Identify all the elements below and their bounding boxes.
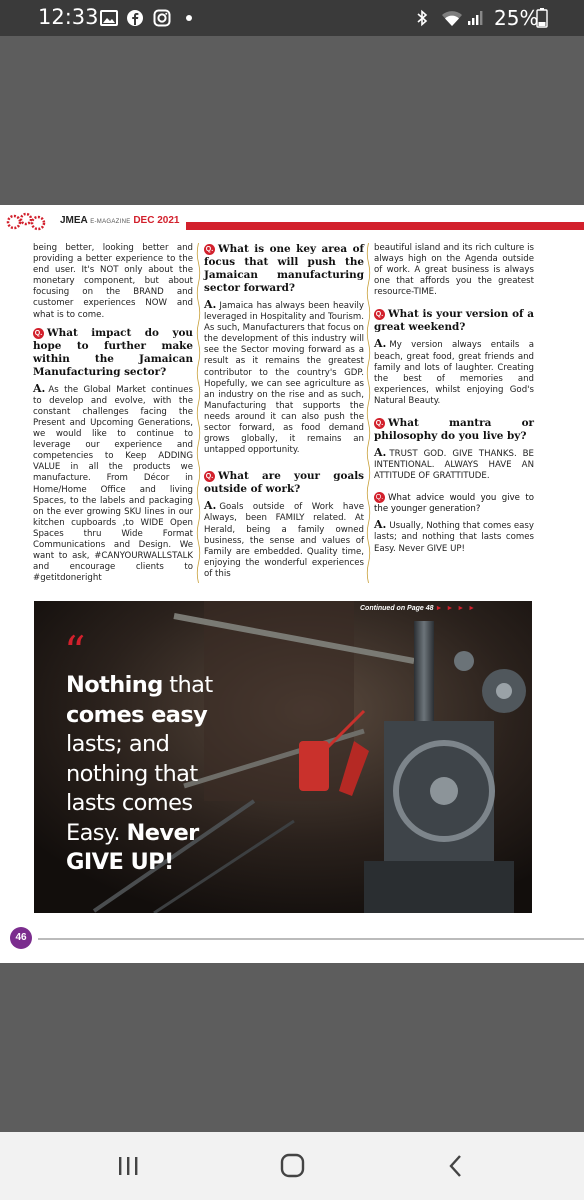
battery-icon <box>536 8 548 28</box>
col3-answer-3-text: Usually, Nothing that comes easy lasts; and nothing that lasts comes Easy. Never GIVE UP! <box>374 521 534 554</box>
issue-date: DEC 2021 <box>133 215 180 226</box>
question-mark-badge: Q. <box>375 311 384 319</box>
col2-question-1 <box>204 243 364 295</box>
page-number-badge: 46 <box>10 927 32 949</box>
status-bar <box>0 0 584 36</box>
column-divider <box>196 243 201 583</box>
home-button[interactable] <box>272 1148 312 1184</box>
question-mark-badge: Q. <box>205 473 214 481</box>
answer-mark: A. <box>374 446 387 460</box>
col1-question <box>33 327 193 379</box>
col3-question-3-text: What advice would you give to the younger generation? <box>374 493 534 515</box>
column-divider <box>366 243 371 583</box>
instagram-icon <box>153 9 171 27</box>
col3-question-2-text: What mantra or philosophy do you live by? <box>374 417 534 443</box>
quote-line: nothing that <box>66 760 198 787</box>
col2-question-1-text: What is one key area of focus that will push the Jamaican manufacturing sector forward? <box>204 243 364 294</box>
col2-answer-2 <box>204 500 364 580</box>
magazine-page[interactable] <box>0 205 584 963</box>
continued-label: Continued on Page 48 <box>360 605 434 612</box>
col2-answer-2-text: Goals outside of Work have Always, been FAMILY related. At Herald, being a family owned business, the sense and values of Family are embedded. Quality time, enjoying the wonderful experiences of this <box>204 502 364 579</box>
quote-line: Nothing <box>66 672 163 698</box>
col1-question-text: What impact do you hope to further make within the Jamaican Manufacturing sector? <box>33 326 193 378</box>
col2-question-2 <box>204 470 364 496</box>
publication-name: JMEA <box>60 215 88 226</box>
col3-answer-1 <box>374 338 534 407</box>
answer-mark: A. <box>374 337 387 351</box>
bluetooth-icon <box>413 9 431 27</box>
quote-mark-icon: “ <box>64 627 86 676</box>
col3-answer-1-text: My version always entails a beach, great food, great friends and family and lots of laughter. Creating the best of memories and experiences, whilst enjoying God's Natural Beauty. <box>374 340 534 406</box>
footer-line <box>38 938 584 940</box>
answer-mark: A. <box>204 499 217 513</box>
magazine-label: E-MAGAZINE <box>90 219 131 225</box>
column-3 <box>374 243 534 561</box>
col2-answer-1-text: Jamaica has always been heavily leveraged in Hospitality and Tourism. As such, Manufacturers that focus on the development of this industry will see the Sector moving forward as a result as it remains the greatest contributor to the country's GDP. Hopefully, we can see agriculture as an industry on the rise and as such, Manufacturing that supports the needs around it can also push the sector forward, as food demand grows globally, it remains an untapped opportunity. <box>204 301 364 456</box>
question-mark-badge: Q. <box>34 329 43 337</box>
header-label <box>60 215 179 226</box>
wifi-icon <box>441 9 463 27</box>
col3-answer-2-text: TRUST GOD. GIVE THANKS. BE INTENTIONAL. ALWAYS HAVE AN ATTITUDE OF GRATTITUDE. <box>374 449 534 482</box>
col3-question-1-text: What is your version of a great weekend? <box>374 308 534 334</box>
answer-mark: A. <box>33 381 46 395</box>
quote-line: lasts comes <box>66 790 193 816</box>
column-2 <box>204 243 364 586</box>
machinery-photo <box>34 601 532 913</box>
answer-mark: A. <box>204 298 217 311</box>
col1-intro: being better, looking better and providing a better experience to the end user. It's NOT only about the monetary component, but about focusing on the BRAND and customer experiences NOW and what is to come. <box>33 243 193 320</box>
pull-quote <box>66 671 256 878</box>
quote-line: Never <box>126 819 199 846</box>
quote-line: that <box>162 672 213 698</box>
signal-icon <box>466 9 484 27</box>
navigation-bar <box>0 1132 584 1200</box>
col3-intro: beautiful island and its rich culture is always high on the Agenda outside of work. A great business is always one that affords you the greatest resource-TIME. <box>374 243 534 298</box>
quote-line: GIVE UP! <box>66 849 174 875</box>
dot-icon <box>180 9 198 27</box>
quote-line: Easy. <box>66 819 127 846</box>
col3-question-1 <box>374 308 534 334</box>
gears-logo-icon <box>6 211 46 233</box>
facebook-icon <box>126 9 144 27</box>
col1-answer <box>33 383 193 585</box>
image-icon <box>100 9 118 27</box>
col1-answer-text: As the Global Market continues to develop and evolve, with the constant challenges facing the Present and Upcoming Generations, we would like to continue to leverage our experience and competencies to Keep ADDING VALUE in all the products we manufacture. From Décor in Home/Home Office and living Spaces, to the labels and packaging on the ever growing SKU lines in our kitchen cupboards ,to WIDE Open Spaces thru Wide Format Communications and Design. We want to ask, #CANYOURWALLSTALK and encourage clients to #getitdoneright <box>33 384 193 584</box>
col3-question-3 <box>374 492 534 515</box>
back-button[interactable] <box>436 1148 476 1184</box>
column-1 <box>33 243 193 590</box>
battery-percent: 25% <box>494 6 539 30</box>
col3-question-2 <box>374 417 534 443</box>
col3-answer-3 <box>374 519 534 554</box>
arrows-icon: ► ► ► ► <box>435 605 477 612</box>
answer-mark: A. <box>374 518 387 532</box>
col2-answer-1 <box>204 299 364 456</box>
question-mark-badge: Q. <box>205 246 214 253</box>
col2-question-2-text: What are your goals outside of work? <box>204 470 364 496</box>
quote-line: comes easy <box>66 701 208 728</box>
quote-line: lasts; and <box>66 731 170 757</box>
question-mark-badge: Q. <box>375 420 384 428</box>
question-mark-badge: Q. <box>375 494 384 502</box>
continued-note <box>360 605 476 612</box>
status-time: 12:33 <box>38 5 99 29</box>
col3-answer-2 <box>374 447 534 482</box>
recents-button[interactable] <box>108 1148 148 1184</box>
header-red-bar <box>186 222 584 230</box>
